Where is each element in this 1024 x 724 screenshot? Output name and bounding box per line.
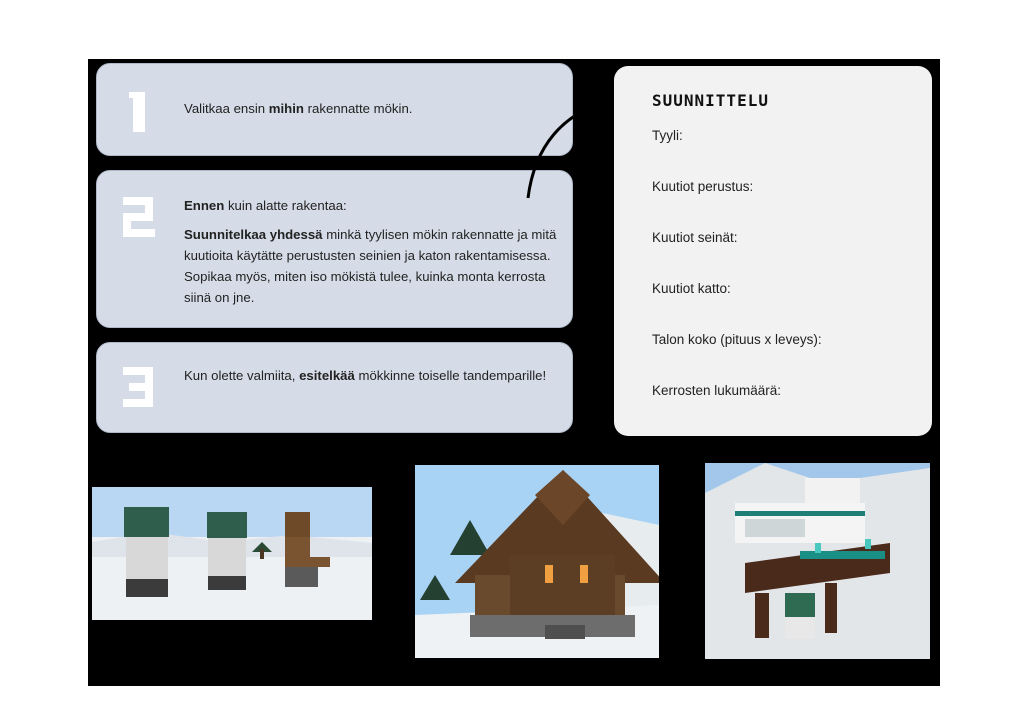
- field-wall-blocks: Kuutiot seinät:: [652, 230, 738, 245]
- step-3-segment: mökkinne toiselle tandemparille!: [354, 368, 547, 383]
- step-3-text: [184, 365, 558, 386]
- planning-title: SUUNNITTELU: [652, 91, 769, 110]
- field-roof-blocks: Kuutiot katto:: [652, 281, 731, 296]
- example-image-modern-house: [705, 463, 930, 659]
- step-2-intro-segment: kuin alatte rakentaa:: [224, 198, 347, 213]
- number-1-icon: [119, 90, 159, 134]
- step-1-text: [184, 98, 558, 119]
- field-foundation-blocks: Kuutiot perustus:: [652, 179, 754, 194]
- example-image-wooden-cabin: [415, 465, 659, 658]
- field-style: Tyyli:: [652, 128, 683, 143]
- step-1-segment: rakennatte mökin.: [303, 101, 413, 116]
- step-3-segment: esitelkää: [299, 368, 355, 383]
- step-2-body-segment: Suunnitelkaa yhdessä: [184, 227, 323, 242]
- planning-card: [614, 66, 932, 436]
- step-2-body-segment: minkä tyylisen mökin rakennatte ja mitä kuutioita käytätte perustusten seinien ja katon rakentamisessa. Sopikaa myös, miten iso mökistä tulee, kuinka monta kerrosta siinä on jne.: [184, 227, 557, 305]
- number-2-icon: [119, 195, 159, 239]
- step-2-intro-segment: Ennen: [184, 198, 225, 213]
- field-house-size: Talon koko (pituus x leveys):: [652, 332, 822, 347]
- step-1-segment: mihin: [268, 101, 304, 116]
- step-1-card: [96, 63, 573, 156]
- step-3-segment: Kun olette valmiita,: [184, 368, 300, 383]
- number-3-icon: [119, 365, 159, 409]
- step-3-card: [96, 342, 573, 433]
- step-2-card: [96, 170, 573, 328]
- field-floor-count: Kerrosten lukumäärä:: [652, 383, 782, 398]
- step-1-segment: Valitkaa ensin: [184, 101, 269, 116]
- example-image-pillars: [92, 487, 372, 620]
- step-2-text: [184, 195, 558, 308]
